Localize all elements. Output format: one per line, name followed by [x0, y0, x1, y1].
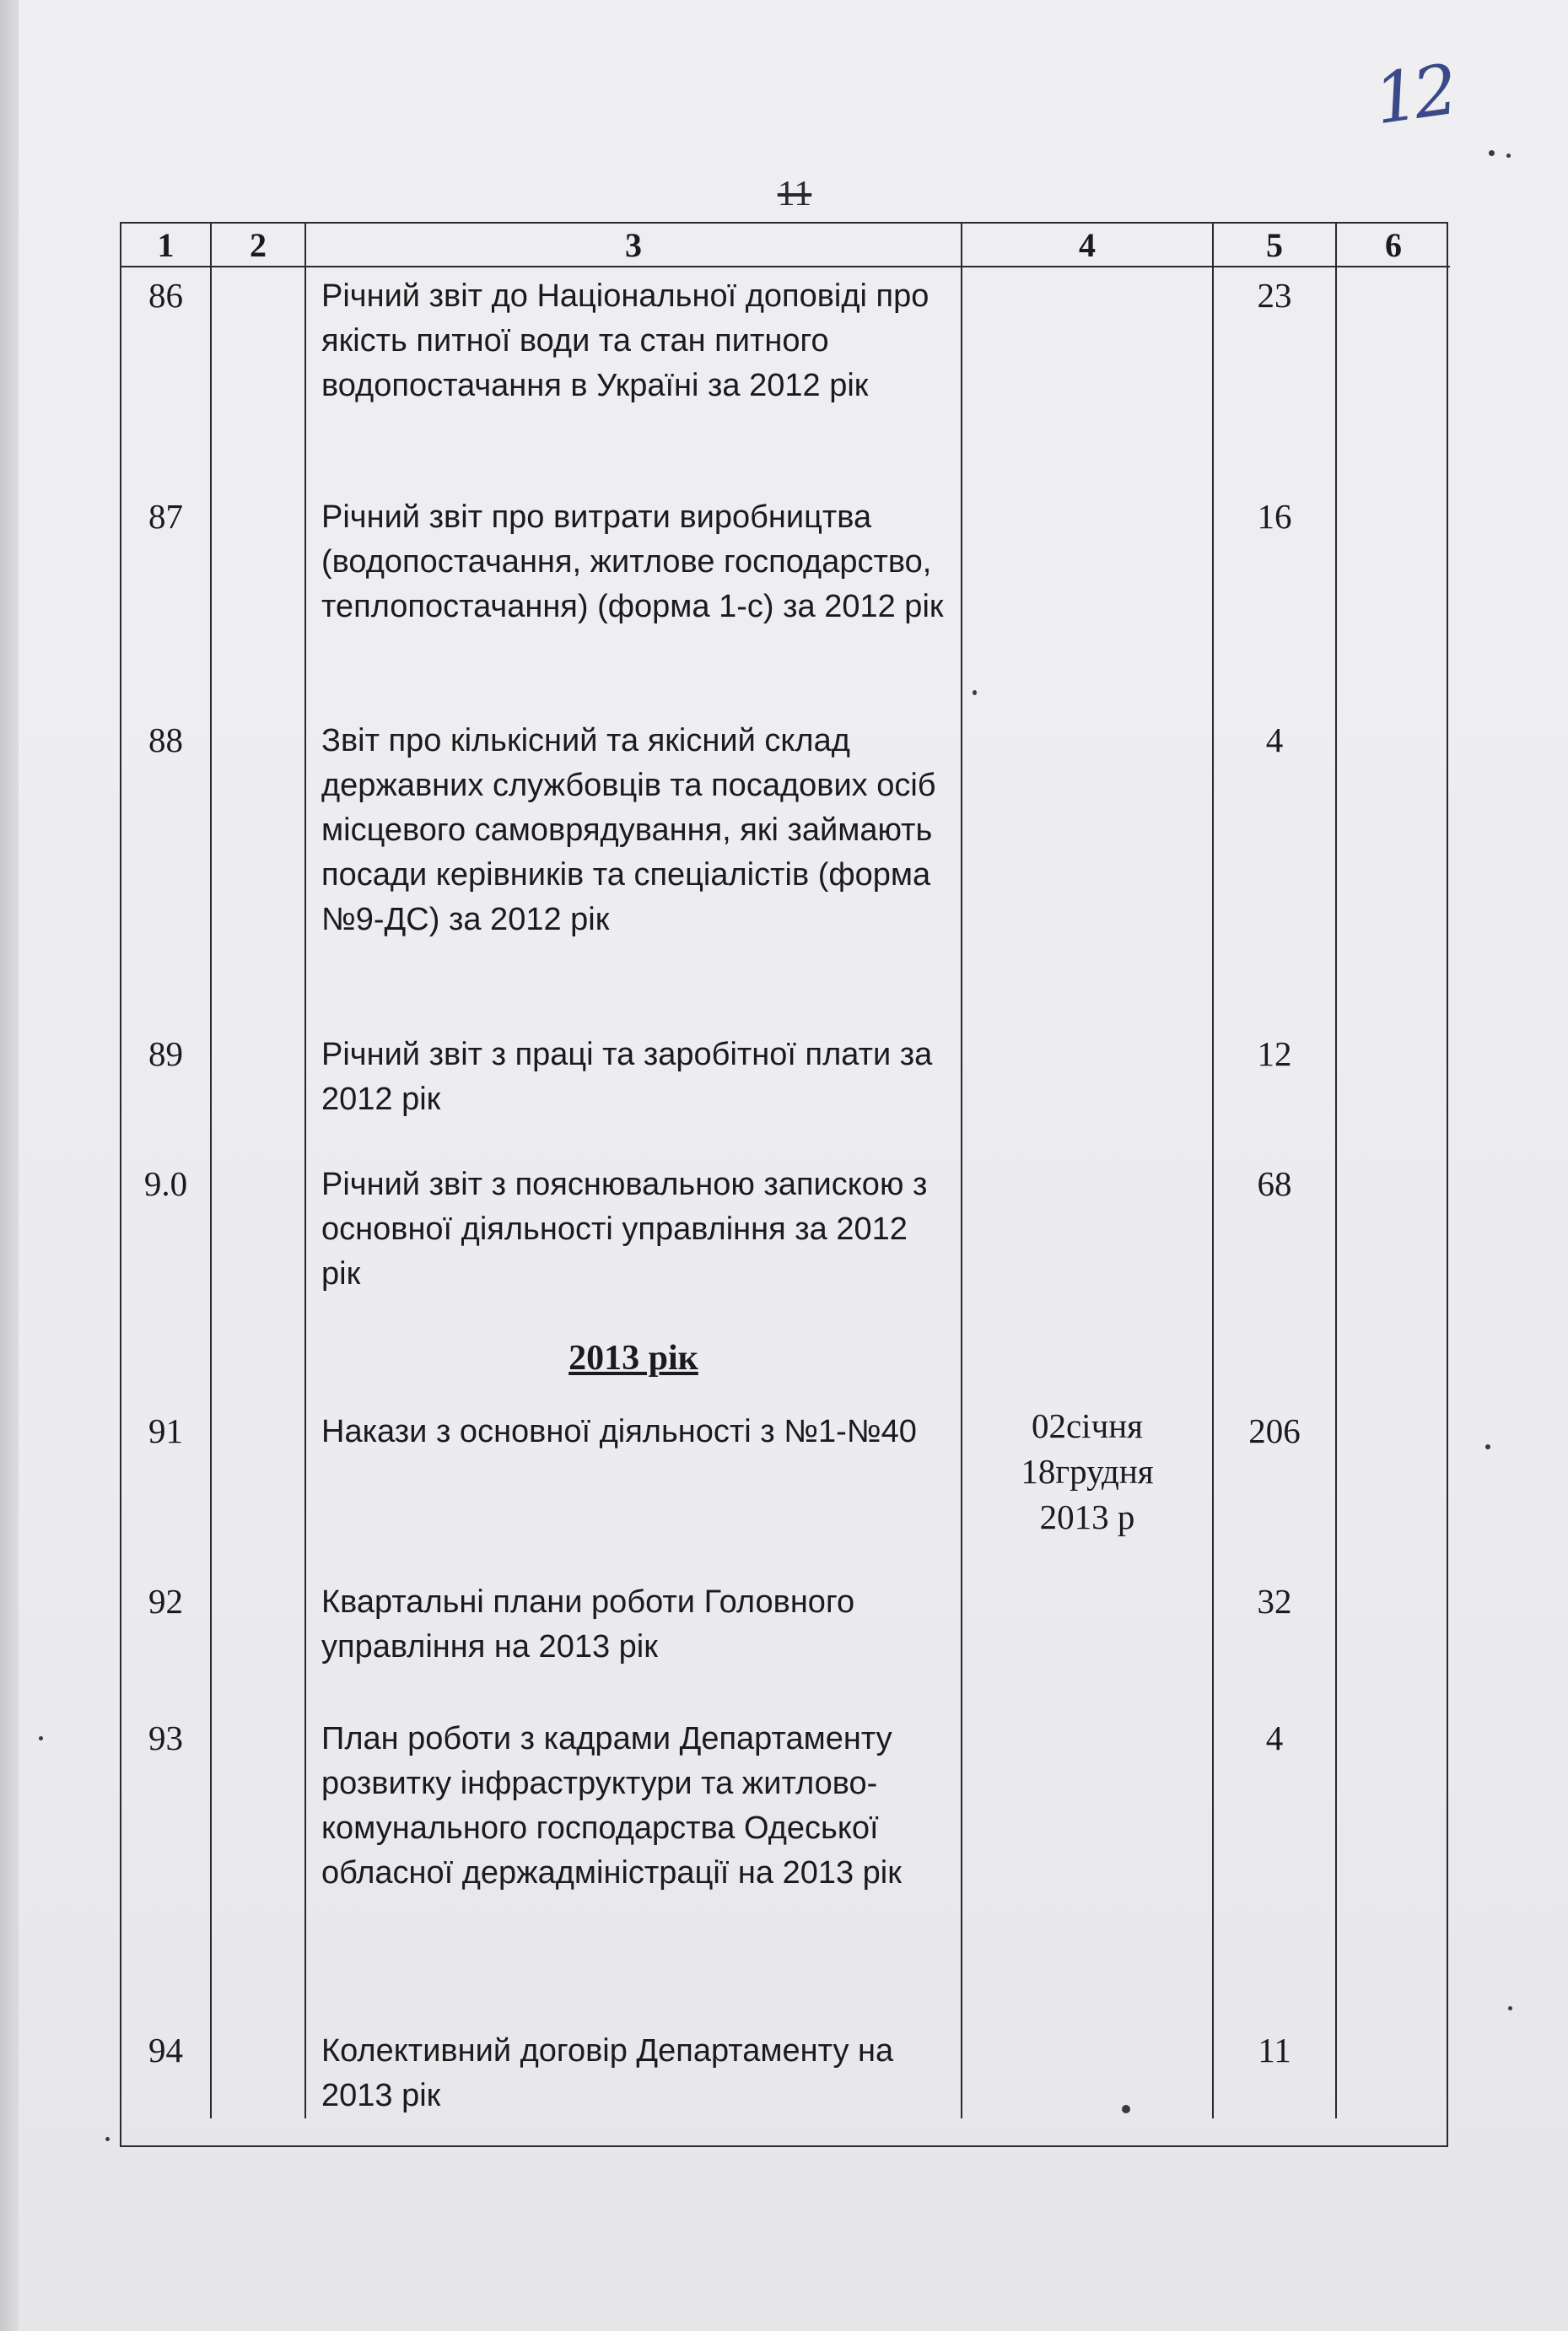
item-title: Річний звіт до Національної доповіді про якість питної води та стан питного водопостачання в Україні за 2012 рік: [305, 267, 962, 488]
item-title: Звіт про кількісний та якісний склад державних службовців та посадових осіб місцевого самоврядування, які займають посади керівників та спеціалістів (форма №9-ДС) за 2012 рік: [305, 712, 962, 1026]
item-sheet-count: 68: [1213, 1156, 1336, 1329]
item-title: Колективний договір Департаменту на 2013 рік: [305, 2022, 962, 2118]
empty-cell: [211, 488, 305, 712]
item-number: 88: [121, 712, 211, 1026]
year-section-row: [121, 1329, 1450, 1403]
table-row: [121, 1710, 1450, 2022]
item-number: 87: [121, 488, 211, 712]
item-notes: [1336, 1710, 1450, 2022]
scan-speck: [1122, 2105, 1130, 2113]
item-title: Річний звіт про витрати виробництва (водопостачання, житлове господарство, теплопостачання) (форма 1-с) за 2012 рік: [305, 488, 962, 712]
table-row: [121, 2022, 1450, 2118]
table-row: [121, 1403, 1450, 1573]
empty-cell: [211, 267, 305, 488]
column-header-1: 1: [121, 224, 211, 267]
item-notes: [1336, 2022, 1450, 2118]
item-dates: [962, 267, 1213, 488]
scan-speck: [1489, 150, 1495, 156]
column-number-row: [121, 224, 1450, 267]
column-header-3: 3: [305, 224, 962, 267]
scan-speck: [973, 690, 977, 695]
item-number: 86: [121, 267, 211, 488]
item-sheet-count: 206: [1213, 1403, 1336, 1573]
item-notes: [1336, 712, 1450, 1026]
scan-speck: [1506, 154, 1511, 158]
year-heading: 2013 рік: [568, 1339, 698, 1378]
column-header-5: 5: [1213, 224, 1336, 267]
item-sheet-count: 4: [1213, 712, 1336, 1026]
scan-speck: [1485, 1444, 1490, 1449]
item-number: 91: [121, 1403, 211, 1573]
item-dates: [962, 1403, 1213, 1573]
table-row: [121, 1573, 1450, 1710]
item-dates: [962, 712, 1213, 1026]
empty-cell: [211, 1026, 305, 1156]
item-dates: [962, 488, 1213, 712]
item-dates: [962, 1026, 1213, 1156]
table-row: [121, 1026, 1450, 1156]
sheet-edge: [0, 0, 19, 2331]
item-notes: [1336, 488, 1450, 712]
item-sheet-count: 11: [1213, 2022, 1336, 2118]
column-header-6: 6: [1336, 224, 1450, 267]
item-notes: [1336, 1026, 1450, 1156]
scan-speck: [105, 2137, 110, 2141]
item-dates: [962, 1156, 1213, 1329]
item-notes: [1336, 1403, 1450, 1573]
item-sheet-count: 16: [1213, 488, 1336, 712]
scan-speck: [1508, 2006, 1512, 2010]
item-title: Квартальні плани роботи Головного управління на 2013 рік: [305, 1573, 962, 1710]
empty-cell: [211, 2022, 305, 2118]
item-dates: [962, 1710, 1213, 2022]
empty-cell: [211, 1573, 305, 1710]
item-sheet-count: 23: [1213, 267, 1336, 488]
item-title: План роботи з кадрами Департаменту розвитку інфраструктури та житлово-комунального господарства Одеської обласної держадміністрації на 2013 рік: [305, 1710, 962, 2022]
item-title: Річний звіт з праці та заробітної плати за 2012 рік: [305, 1026, 962, 1156]
page-number: 11: [777, 175, 812, 213]
item-notes: [1336, 1573, 1450, 1710]
item-sheet-count: 4: [1213, 1710, 1336, 2022]
date-end: 18грудня: [1021, 1452, 1154, 1491]
item-title: Річний звіт з пояснювальною запискою з основної діяльності управління за 2012 рік: [305, 1156, 962, 1329]
year-heading-cell: [305, 1329, 962, 1403]
item-title: Накази з основної діяльності з №1-№40: [305, 1403, 962, 1573]
empty-cell: [211, 1710, 305, 2022]
item-sheet-count: 12: [1213, 1026, 1336, 1156]
date-start: 02січня: [1031, 1406, 1143, 1445]
item-dates: [962, 1573, 1213, 1710]
column-header-2: 2: [211, 224, 305, 267]
empty-cell: [211, 1403, 305, 1573]
archive-sheet-number: 12: [1369, 50, 1458, 141]
item-number: 9.0: [121, 1156, 211, 1329]
item-sheet-count: 32: [1213, 1573, 1336, 1710]
table-row: [121, 267, 1450, 488]
item-number: 94: [121, 2022, 211, 2118]
empty-cell: [211, 712, 305, 1026]
table-row: [121, 488, 1450, 712]
item-notes: [1336, 1156, 1450, 1329]
inventory-table: [120, 222, 1448, 2147]
table-row: [121, 1156, 1450, 1329]
item-number: 89: [121, 1026, 211, 1156]
date-year: 2013 р: [1039, 1497, 1135, 1536]
column-header-4: 4: [962, 224, 1213, 267]
empty-cell: [211, 1156, 305, 1329]
item-number: 92: [121, 1573, 211, 1710]
item-dates: [962, 2022, 1213, 2118]
item-number: 93: [121, 1710, 211, 2022]
table-row: [121, 712, 1450, 1026]
scan-speck: [39, 1736, 43, 1740]
item-notes: [1336, 267, 1450, 488]
